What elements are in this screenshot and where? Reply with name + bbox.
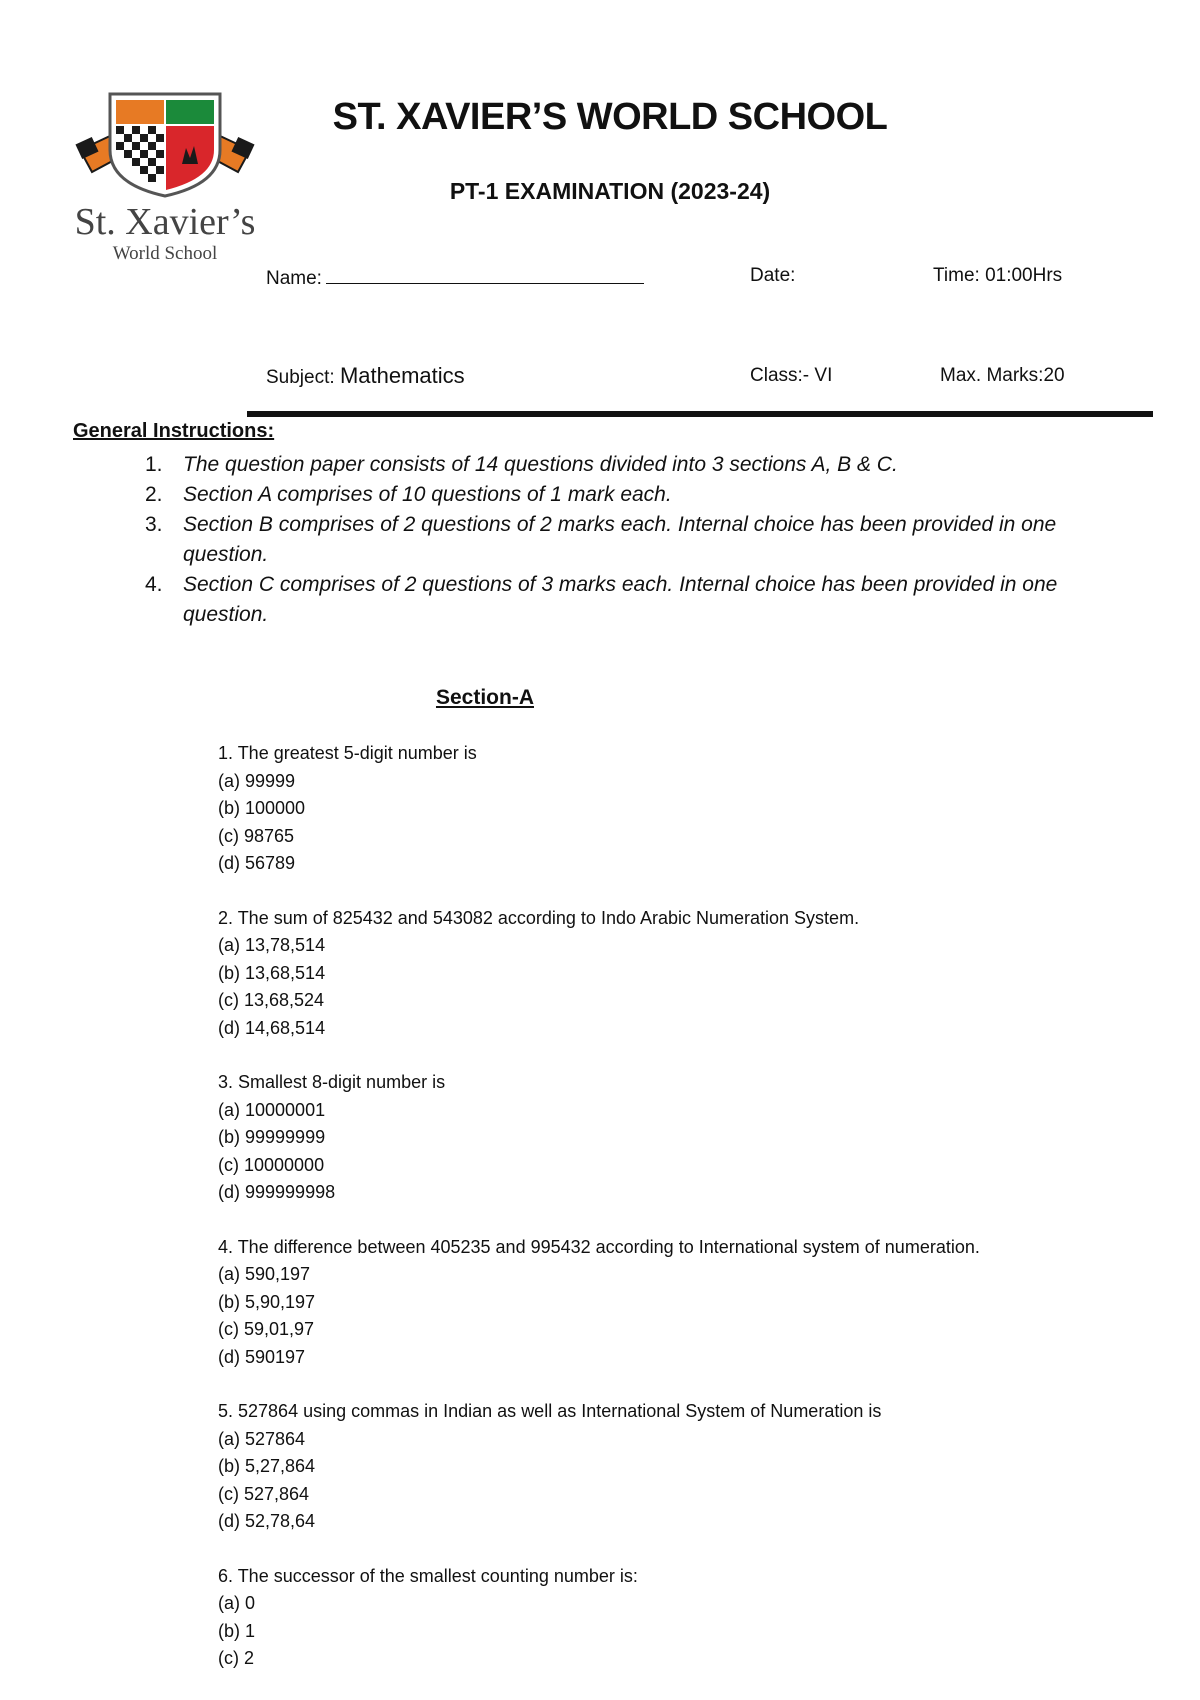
option: (a) 13,78,514 (218, 935, 326, 955)
general-instructions-heading: General Instructions: (73, 420, 275, 442)
option: (b) 1 (218, 1620, 256, 1641)
option: (c) 98765 (218, 825, 295, 846)
option: (c) 527,864 (218, 1483, 310, 1504)
question-text: 1. The greatest 5-digit number is (218, 743, 477, 763)
instruction-item: 1. The question paper consists of 14 questions divided into 3 sections A, B & C. (145, 453, 898, 476)
instruction-item: 2. Section A comprises of 10 questions of 1 mark each. (145, 483, 672, 506)
option: (b) 5,27,864 (218, 1456, 316, 1476)
option: (c) 2 (218, 1648, 254, 1668)
option: (d) 590197 (218, 1346, 306, 1367)
option: (a) 527864 (218, 1428, 306, 1449)
option: (d) 52,78,64 (218, 1511, 316, 1531)
option: (d) 56789 (218, 853, 296, 873)
option: (a) 590,197 (218, 1264, 311, 1284)
name-blank-line[interactable] (326, 265, 644, 284)
question-text: 3. Smallest 8-digit number is (218, 1072, 446, 1092)
option: (d) 999999998 (218, 1182, 336, 1202)
question-text: 5. 527864 using commas in Indian as well as International System of Numeration is (218, 1401, 882, 1421)
instruction-item: 3. Section B comprises of 2 questions of 2 marks each. Internal choice has been provided in one question. (145, 513, 1057, 566)
option: (d) 14,68,514 (218, 1017, 326, 1038)
option: (c) 10000000 (218, 1154, 325, 1175)
max-marks-label: Max. Marks:20 (940, 365, 1065, 386)
date-label: Date: (750, 265, 796, 286)
school-title: ST. XAVIER’S WORLD SCHOOL (332, 96, 888, 138)
time-label: Time: 01:00Hrs (933, 265, 1063, 286)
option: (c) 59,01,97 (218, 1319, 315, 1339)
option: (a) 10000001 (218, 1099, 326, 1120)
question-3 (218, 1069, 1158, 1207)
section-a-questions (218, 740, 1158, 1700)
name-label: Name: (266, 268, 322, 289)
subject-field (266, 363, 465, 389)
name-field (266, 265, 644, 290)
question-text: 4. The difference between 405235 and 995432 according to International system of numeration. (218, 1236, 980, 1257)
question-text: 2. The sum of 825432 and 543082 according to Indo Arabic Numeration System. (218, 907, 860, 928)
question-4 (218, 1234, 1158, 1372)
question-6 (218, 1563, 1158, 1673)
instruction-item: 4. Section C comprises of 2 questions of 3 marks each. Internal choice has been provided in one question. (145, 573, 1058, 626)
option: (a) 99999 (218, 770, 296, 791)
option: (a) 0 (218, 1593, 256, 1613)
option: (b) 99999999 (218, 1127, 326, 1147)
option: (b) 5,90,197 (218, 1291, 316, 1312)
question-text: 6. The successor of the smallest counting number is: (218, 1565, 638, 1586)
option: (b) 13,68,514 (218, 962, 326, 983)
logo-school-name: St. Xavier’s (74, 201, 256, 243)
subject-value: Mathematics (339, 363, 465, 388)
option: (c) 13,68,524 (218, 990, 325, 1010)
school-logo (70, 88, 260, 268)
question-2 (218, 905, 1158, 1043)
instructions-list (140, 450, 1100, 630)
subject-label: Subject: (266, 367, 335, 388)
question-5 (218, 1398, 1158, 1536)
header-divider (247, 411, 1153, 417)
school-crest-icon (70, 88, 260, 198)
exam-title: PT-1 EXAMINATION (2023-24) (449, 178, 771, 204)
class-label: Class:- VI (750, 365, 833, 386)
section-a-heading: Section-A (435, 686, 534, 709)
option: (b) 100000 (218, 798, 306, 818)
logo-school-subtitle: World School (112, 243, 218, 264)
question-1 (218, 740, 1158, 878)
